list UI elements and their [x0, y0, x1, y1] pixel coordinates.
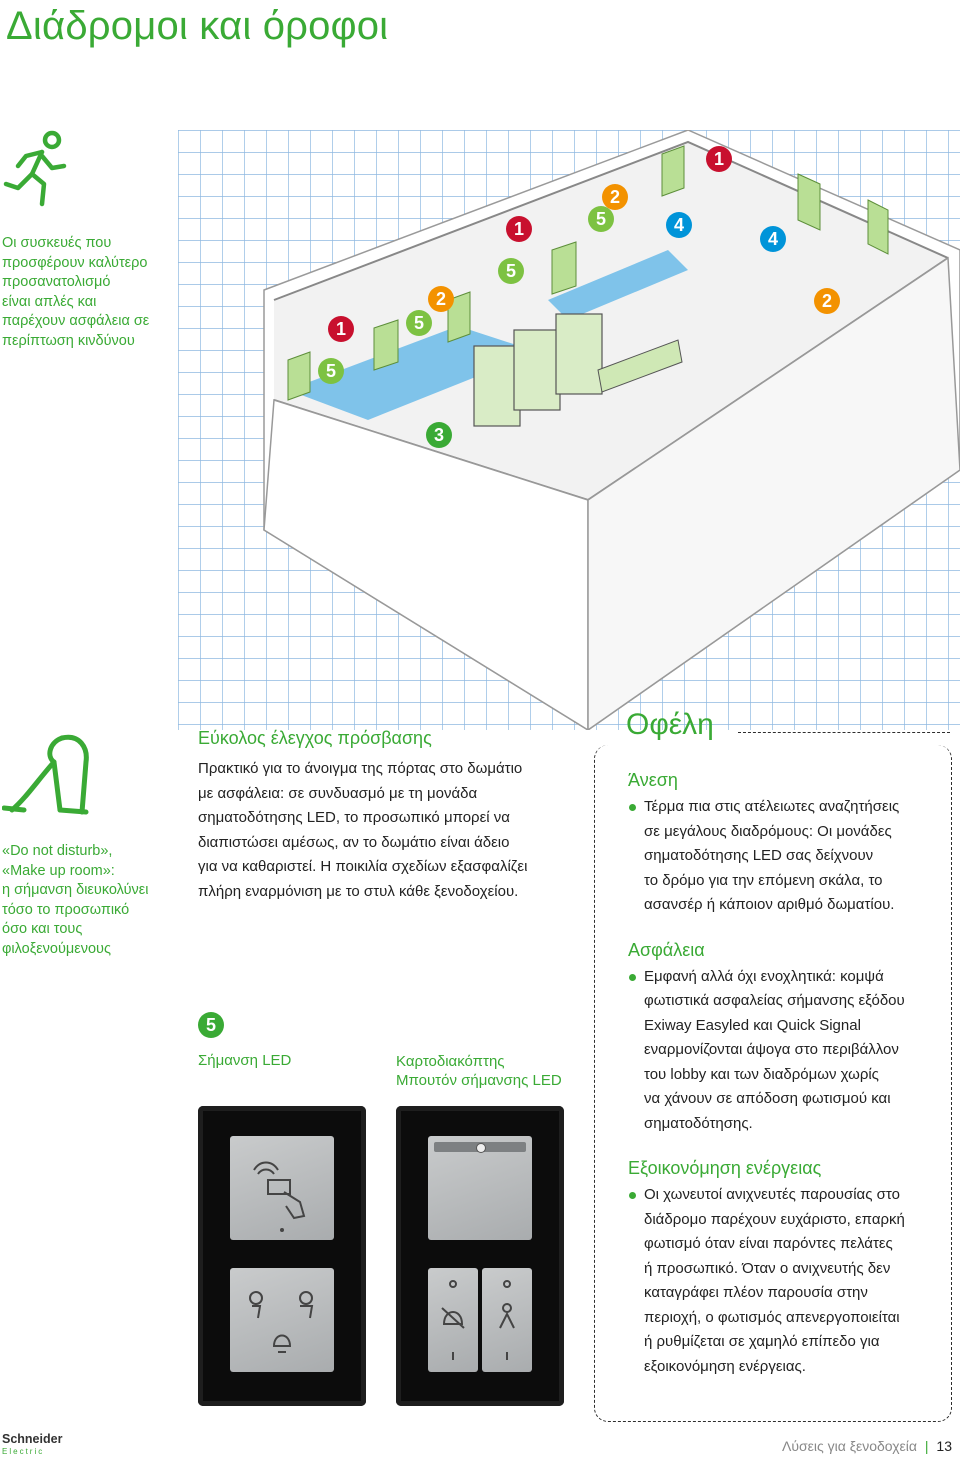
side-note-line: «Do not disturb», — [2, 843, 113, 859]
bullet-dot — [629, 1192, 636, 1199]
benefit-line: Εμφανή αλλά όχι ενοχλητικά: κομψά — [644, 967, 884, 985]
benefit-line: του lobby και των διαδρόμων χωρίς — [644, 1065, 879, 1083]
led-signal-label: Σήμανση LED — [198, 1052, 292, 1069]
benefit-line: σηματοδότησης. — [644, 1114, 753, 1132]
floorplan-badge: 1 — [706, 146, 732, 172]
comfort-text — [644, 795, 950, 918]
floorplan-badge: 5 — [406, 310, 432, 336]
access-line: με ασφάλεια: σε συνδυασμό με τη μονάδα — [198, 784, 478, 802]
side-note-line: προσανατολισμό — [2, 274, 111, 290]
side-note-line: παρέχουν ασφάλεια σε — [2, 313, 150, 329]
indicator-led — [476, 1143, 486, 1153]
side-note-line: «Make up room»: — [2, 862, 115, 879]
side-note-line: Οι συσκευές που — [2, 235, 112, 251]
benefit-line: Οι χωνευτοί ανιχνευτές παρουσίας στο — [644, 1186, 900, 1203]
benefits-title: Οφέλη — [626, 708, 714, 741]
benefit-line: Exiway Easyled και Quick Signal — [644, 1016, 861, 1034]
floorplan-badge: 3 — [426, 422, 452, 448]
card-holder-switch — [428, 1136, 532, 1240]
safety-text — [644, 965, 950, 1137]
access-section — [198, 728, 578, 904]
access-heading: Εύκολος έλεγχος πρόσβασης — [198, 728, 432, 748]
footer-section: Λύσεις για ξενοδοχεία — [781, 1438, 917, 1454]
card-switch-plate — [396, 1106, 564, 1406]
benefit-line: περιοχή, ο φωτισμός απενεργοποιείται — [644, 1308, 900, 1326]
brand-sub: Electric — [2, 1447, 45, 1456]
do-not-disturb-icon — [230, 1268, 334, 1372]
page-number: 13 — [936, 1438, 952, 1454]
page-footer — [782, 1438, 952, 1454]
side-note-disturb — [2, 842, 182, 959]
side-note-line: τόσο το προσωπικό — [2, 901, 130, 918]
bullet-dot — [629, 804, 636, 811]
cleaning-person-icon — [482, 1268, 532, 1372]
signal-button-right[interactable] — [482, 1268, 532, 1372]
led-signal-plate — [198, 1106, 366, 1406]
floorplan-badge: 1 — [506, 216, 532, 242]
access-line: για να καθαριστεί. Η ποικιλία σχεδίων εξασφαλίζει — [198, 858, 528, 875]
led-signal-switch — [230, 1268, 334, 1372]
side-note-orientation — [2, 234, 182, 351]
card-switch-label — [396, 1052, 562, 1090]
floorplan-badge: 4 — [666, 212, 692, 238]
floorplan-badge: 5 — [498, 258, 524, 284]
floorplan-badge: 2 — [602, 184, 628, 210]
bullet-dot — [629, 974, 636, 981]
floorplan-badge: 4 — [760, 226, 786, 252]
side-note-line: φιλοξενούμενους — [2, 940, 111, 957]
footer-separator: | — [924, 1438, 929, 1454]
side-note-line: όσο και τους — [2, 921, 83, 937]
running-person-icon — [2, 128, 74, 212]
card-switch-label-line: Καρτοδιακόπτης — [396, 1053, 505, 1070]
comfort-heading: Άνεση — [628, 770, 678, 790]
floorplan-badge: 1 — [328, 316, 354, 342]
card-reader-icon — [230, 1136, 334, 1240]
benefit-line: διάδρομο παρέχουν ευχάριστο, επαρκή — [644, 1210, 905, 1228]
benefit-line: φωτιστικά ασφαλείας σήμανσης εξόδου — [644, 992, 905, 1009]
floorplan-badge: 2 — [814, 288, 840, 314]
vacuum-cleaner-icon — [2, 728, 94, 824]
brand-name: Schneider — [2, 1432, 63, 1446]
floorplan-badge: 2 — [428, 286, 454, 312]
benefit-line: να χάνουν σε απόδοση φωτισμού και — [644, 1090, 891, 1107]
floorplan-badge: 5 — [588, 206, 614, 232]
corridor-floorplan-illustration — [178, 130, 960, 730]
benefit-line: Τέρμα πια στις ατέλειωτες αναζητήσεις — [644, 798, 900, 815]
side-note-line: είναι απλές και — [2, 293, 97, 310]
benefit-line: σηματοδότησης LED σας δείχνουν — [644, 847, 874, 864]
benefits-title-rule — [738, 732, 950, 733]
side-note-line: περίπτωση κινδύνου — [2, 332, 135, 349]
benefit-line: εξοικονόμηση ενέργειας. — [644, 1357, 806, 1375]
access-line: σηματοδότησης LED, το προσωπικό μπορεί να — [198, 809, 510, 826]
benefit-line: φωτισμό όταν είναι παρόντες πελάτες — [644, 1235, 893, 1252]
bell-cross-icon — [428, 1268, 478, 1372]
access-line: πλήρη εναρμόνιση με το στυλ κάθε ξενοδοχείου. — [198, 882, 519, 900]
benefit-line: καταγράφει πλέον παρουσία στην — [644, 1284, 868, 1301]
card-reader-switch — [230, 1136, 334, 1240]
product-badge: 5 — [198, 1012, 224, 1038]
benefits-content — [628, 770, 950, 1379]
page-title: Διάδρομοι και όροφοι — [6, 4, 389, 48]
access-line: Πρακτικό για το άνοιγμα της πόρτας στο δωμάτιο — [198, 760, 523, 777]
signal-button-left[interactable] — [428, 1268, 478, 1372]
brand-logo — [2, 1434, 62, 1457]
floorplan-badge: 5 — [318, 358, 344, 384]
benefit-line: ή προσωπικό. Όταν ο ανιχνευτής δεν — [644, 1259, 891, 1277]
access-body — [198, 757, 578, 904]
energy-heading: Εξοικονόμηση ενέργειας — [628, 1158, 822, 1178]
side-note-line: η σήμανση διευκολύνει — [2, 882, 149, 898]
energy-text — [644, 1183, 950, 1379]
side-note-line: προσφέρουν καλύτερο — [2, 254, 148, 271]
access-line: διαπιστώσει αμέσως, αν το δωμάτιο είναι άδειο — [198, 833, 510, 851]
safety-heading: Ασφάλεια — [628, 939, 705, 960]
benefit-line: το δρόμο για την επόμενη σκάλα, το — [644, 871, 883, 889]
benefit-line: ασανσέρ ή κάποιον αριθμό δωματίου. — [644, 896, 895, 913]
benefit-line: εναρμονίζονται άψογα στο περιβάλλον — [644, 1041, 899, 1058]
card-switch-label-line: Μπουτόν σήμανσης LED — [396, 1072, 562, 1089]
benefit-line: ή ρυθμίζεται σε χαμηλό επίπεδο για — [644, 1333, 880, 1350]
benefit-line: σε μεγάλους διαδρόμους: Οι μονάδες — [644, 822, 892, 840]
